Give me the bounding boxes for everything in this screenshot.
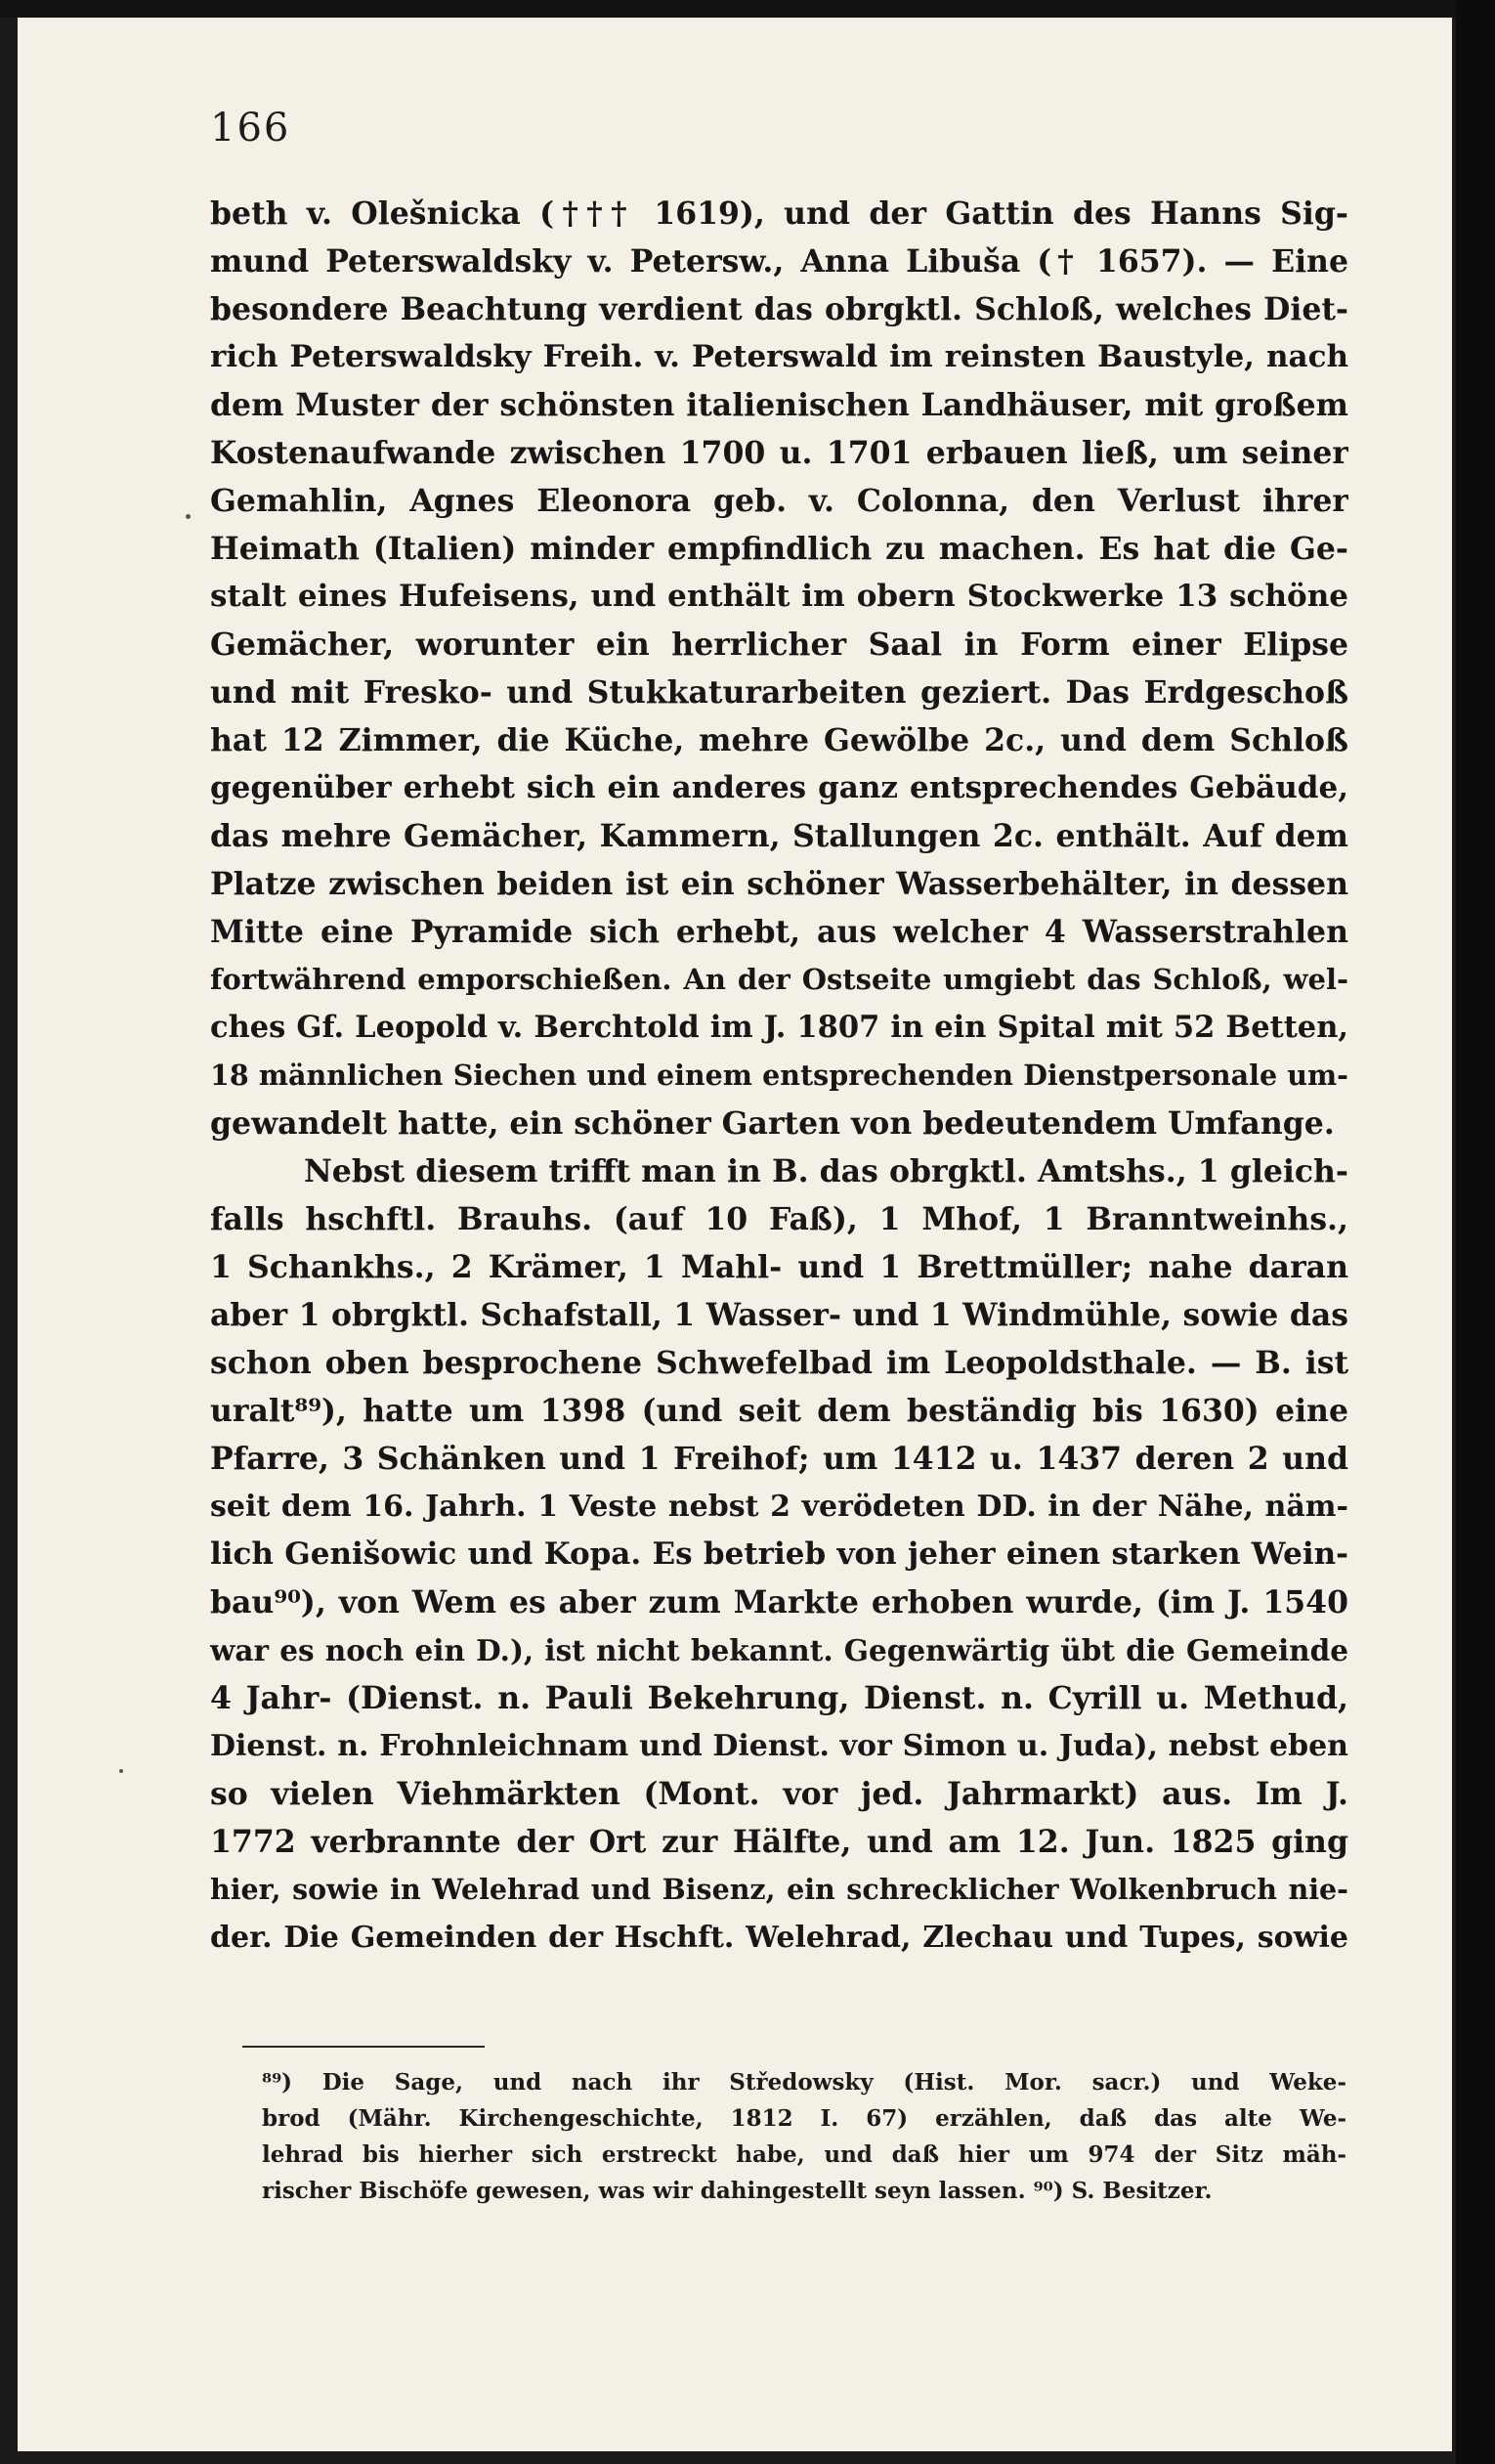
scan-speck: [186, 514, 191, 519]
footnote-line: rischer Bischöfe gewesen, was wir dahingestellt seyn lassen. ⁹⁰) S. Besitzer.: [262, 2178, 1213, 2204]
text-line: mund Peterswaldsky v. Petersw., Anna Libuša († 1657). — Eine: [210, 243, 1348, 280]
text-line: der. Die Gemeinden der Hschft. Welehrad, Zlechau und Tupes, sowie: [210, 1921, 1348, 1955]
scan-speck: [119, 1769, 123, 1773]
scan-border-top: [0, 0, 1495, 18]
text-line: Pfarre, 3 Schänken und 1 Freihof; um 1412 u. 1437 deren 2 und: [210, 1441, 1348, 1477]
footnote-line: ⁸⁹) Die Sage, und nach ihr Středowsky (Hist. Mor. sacr.) und Weke-: [262, 2069, 1346, 2096]
text-line: bau⁹⁰), von Wem es aber zum Markte erhoben wurde, (im J. 1540: [210, 1584, 1348, 1621]
text-line: gegenüber erhebt sich ein anderes ganz entsprechendes Gebäude,: [210, 770, 1348, 805]
text-line: ches Gf. Leopold v. Berchtold im J. 1807 in ein Spital mit 52 Betten,: [210, 1010, 1348, 1045]
text-line: schon oben besprochene Schwefelbad im Leopoldsthale. — B. ist: [210, 1345, 1348, 1381]
text-line: Mitte eine Pyramide sich erhebt, aus welcher 4 Wasserstrahlen: [210, 914, 1348, 950]
text-line: fortwährend emporschießen. An der Ostseite umgiebt das Schloß, wel-: [210, 963, 1348, 996]
text-line: 1772 verbrannte der Ort zur Hälfte, und am 12. Jun. 1825 ging: [210, 1824, 1348, 1860]
text-line: und mit Fresko- und Stukkaturarbeiten geziert. Das Erdgeschoß: [210, 674, 1348, 711]
text-line: besondere Beachtung verdient das obrgktl. Schloß, welches Diet-: [210, 291, 1348, 327]
text-line: hat 12 Zimmer, die Küche, mehre Gewölbe 2c., und dem Schloß: [210, 722, 1348, 758]
text-line: hier, sowie in Welehrad und Bisenz, ein schrecklicher Wolkenbruch nie-: [210, 1873, 1348, 1906]
text-line: gewandelt hatte, ein schöner Garten von bedeutendem Umfange.: [210, 1105, 1335, 1142]
footnote-rule: [242, 2046, 485, 2048]
text-line: beth v. Olešnicka (††† 1619), und der Gattin des Hanns Sig-: [210, 195, 1348, 232]
footnote-line: lehrad bis hierher sich erstreckt habe, und daß hier um 974 der Sitz mäh-: [262, 2141, 1346, 2168]
text-line: rich Peterswaldsky Freih. v. Peterswald im reinsten Baustyle, nach: [210, 339, 1348, 374]
paragraph-1: [210, 190, 1348, 1147]
text-line: so vielen Viehmärkten (Mont. vor jed. Jahrmarkt) aus. Im J.: [210, 1776, 1348, 1812]
text-line: stalt eines Hufeisens, und enthält im obern Stockwerke 13 schöne: [210, 579, 1348, 614]
text-line: Gemächer, worunter ein herrlicher Saal in Form einer Elipse: [210, 627, 1348, 663]
body-text: [210, 190, 1348, 1962]
text-line: aber 1 obrgktl. Schafstall, 1 Wasser- und 1 Windmühle, sowie das: [210, 1297, 1348, 1333]
text-line: Nebst diesem trifft man in B. das obrgktl. Amtshs., 1 gleich-: [304, 1153, 1348, 1189]
text-line: Gemahlin, Agnes Eleonora geb. v. Colonna, den Verlust ihrer: [210, 483, 1348, 519]
footnotes: [262, 2064, 1346, 2209]
text-line: lich Genišowic und Kopa. Es betrieb von jeher einen starken Wein-: [210, 1536, 1348, 1572]
footnote-line: brod (Mähr. Kirchengeschichte, 1812 I. 67) erzählen, daß das alte We-: [262, 2105, 1346, 2132]
scan-border-right: [1456, 0, 1495, 2464]
text-line: Platze zwischen beiden ist ein schöner Wasserbehälter, in dessen: [210, 866, 1348, 902]
text-line: 4 Jahr- (Dienst. n. Pauli Bekehrung, Dienst. n. Cyrill u. Methud,: [210, 1680, 1348, 1716]
text-line: Kostenaufwande zwischen 1700 u. 1701 erbauen ließ, um seiner: [210, 435, 1348, 471]
paragraph-2: [210, 1147, 1348, 1962]
text-line: 18 männlichen Siechen und einem entsprechenden Dienstpersonale um-: [210, 1059, 1348, 1092]
text-line: Dienst. n. Frohnleichnam und Dienst. vor Simon u. Juda), nebst eben: [210, 1729, 1348, 1763]
text-line: seit dem 16. Jahrh. 1 Veste nebst 2 verödeten DD. in der Nähe, näm-: [210, 1490, 1348, 1524]
text-line: falls hschftl. Brauhs. (auf 10 Faß), 1 Mhof, 1 Branntweinhs.,: [210, 1201, 1348, 1237]
text-line: dem Muster der schönsten italienischen Landhäuser, mit großem: [210, 387, 1348, 423]
text-line: das mehre Gemächer, Kammern, Stallungen 2c. enthält. Auf dem: [210, 818, 1348, 854]
text-line: 1 Schankhs., 2 Krämer, 1 Mahl- und 1 Brettmüller; nahe daran: [210, 1249, 1348, 1285]
text-line: Heimath (Italien) minder empfindlich zu machen. Es hat die Ge-: [210, 531, 1348, 567]
page-number: 166: [210, 106, 291, 151]
text-line: uralt⁸⁹), hatte um 1398 (und seit dem beständig bis 1630) eine: [210, 1393, 1348, 1429]
text-line: war es noch ein D.), ist nicht bekannt. Gegenwärtig übt die Gemeinde: [210, 1633, 1348, 1667]
